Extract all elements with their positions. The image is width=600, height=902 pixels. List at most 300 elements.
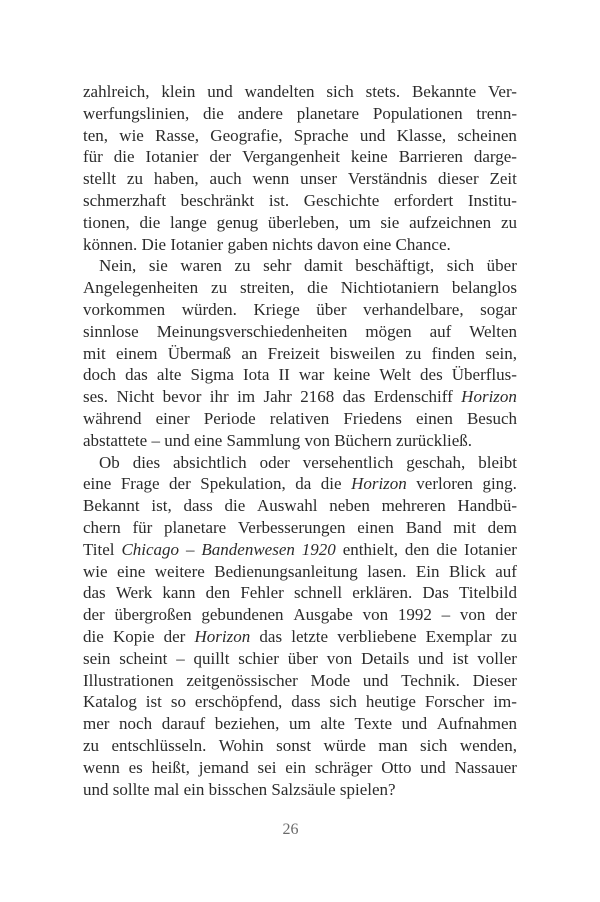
word: eine <box>83 474 112 494</box>
word: dem <box>487 517 517 537</box>
word: die <box>113 147 135 167</box>
word: Kriege <box>253 299 300 319</box>
italic-text: – <box>185 539 195 559</box>
word: davon <box>317 234 359 254</box>
word: Zeit <box>489 169 517 189</box>
word: – <box>151 430 160 450</box>
italic-text: Chicago <box>121 539 180 559</box>
text-line <box>83 735 517 757</box>
word: da <box>295 474 312 494</box>
word: die <box>203 103 224 123</box>
word: gaben <box>227 234 269 254</box>
text-block <box>83 81 517 800</box>
text-line <box>83 190 517 212</box>
word: im- <box>493 692 517 712</box>
word: bevor <box>162 387 202 407</box>
word: einen <box>357 517 395 537</box>
word: schnell <box>293 583 343 603</box>
word: gebundenen <box>201 605 284 625</box>
word: Erdenschiff <box>373 387 453 407</box>
word: scheint <box>119 648 168 668</box>
word: damit <box>303 256 343 276</box>
word: Geografie, <box>210 125 283 145</box>
word: Bedienungsanleitung <box>214 561 358 581</box>
word: schmerzhaft <box>83 190 167 210</box>
word: Band <box>405 517 442 537</box>
word: schräger <box>314 757 373 777</box>
word: ses. <box>83 387 109 407</box>
word: ging. <box>482 474 517 494</box>
word: für <box>132 517 153 537</box>
word: sogar <box>480 299 517 319</box>
word: Ein <box>415 561 440 581</box>
word: – <box>176 648 185 668</box>
word: eine <box>117 561 146 581</box>
text-line <box>83 539 517 561</box>
word: dieser <box>438 169 479 189</box>
word: beschäftigt, <box>355 256 435 276</box>
word: Nein, <box>99 256 137 276</box>
text-line <box>83 299 517 321</box>
word: der <box>83 605 105 625</box>
word: klein <box>161 82 196 101</box>
word: die <box>83 626 104 646</box>
word: sollte <box>112 779 150 799</box>
word: Wohin <box>218 735 264 755</box>
word: würden. <box>181 299 237 319</box>
word: würde <box>323 735 366 755</box>
word: Ver- <box>488 82 517 101</box>
word: Bekannt <box>83 496 140 516</box>
word: Auswahl <box>257 496 318 516</box>
word: geschah, <box>406 452 466 472</box>
word: auch <box>209 169 242 189</box>
word: genug <box>216 212 259 232</box>
word: Forscher <box>424 692 485 712</box>
text-line <box>83 146 517 168</box>
word: die <box>436 539 458 559</box>
word: entschlüsseln. <box>111 735 207 755</box>
text-line <box>83 561 517 583</box>
word: bisschen <box>208 779 268 799</box>
text-line <box>83 364 517 386</box>
text-line <box>83 517 517 539</box>
word: jemand <box>198 757 249 777</box>
word: Übermaß <box>167 343 232 363</box>
text-line <box>83 670 517 692</box>
word: beziehen, <box>214 714 280 734</box>
word: verloren <box>416 474 473 494</box>
word: über <box>316 299 347 319</box>
word: weitere <box>154 561 205 581</box>
word: einem <box>115 343 158 363</box>
word: wenn <box>83 757 120 777</box>
word: doch <box>83 365 117 385</box>
word: den <box>404 539 430 559</box>
word: lasen. <box>367 561 407 581</box>
word: wandelten <box>244 82 315 101</box>
word: zu <box>211 278 228 298</box>
word: noch <box>119 714 153 734</box>
word: Meinungsverschiedenheiten <box>156 321 348 341</box>
word: nichts <box>272 234 313 254</box>
word: die <box>307 278 328 298</box>
word: Iotanier <box>170 234 224 254</box>
word: mögen <box>365 321 412 341</box>
word: man <box>378 735 408 755</box>
word: Salzsäule <box>271 779 336 799</box>
word: Details <box>361 648 410 668</box>
word: Periode <box>203 408 256 428</box>
word: letzte <box>291 626 329 646</box>
word: verbliebene <box>337 626 417 646</box>
text-line <box>83 430 517 452</box>
word: zurückließ. <box>396 430 473 450</box>
word: Barrieren <box>398 147 463 167</box>
word: zeitgenössischer <box>186 670 298 690</box>
word: haben, <box>153 169 199 189</box>
italic-text: Horizon <box>194 626 251 646</box>
word: mit <box>83 343 106 363</box>
word: trenn- <box>476 103 517 123</box>
word: oder <box>259 452 290 472</box>
text-line <box>83 81 517 103</box>
word: zu <box>83 735 100 755</box>
word: auf <box>495 561 517 581</box>
word: waren <box>180 256 222 276</box>
word: der <box>209 147 232 167</box>
word: es <box>128 757 143 777</box>
text-line <box>83 648 517 670</box>
italic-text: Horizon <box>351 474 407 494</box>
word: lange <box>170 212 207 232</box>
word: Verständnis <box>347 169 428 189</box>
word: neben <box>329 496 370 516</box>
word: und <box>359 125 386 145</box>
word: um <box>289 714 311 734</box>
word: voller <box>477 648 517 668</box>
word: Iotanier <box>145 147 199 167</box>
word: von <box>304 430 330 450</box>
word: einer <box>155 408 190 428</box>
word: während <box>83 408 142 428</box>
word: Frage <box>120 474 160 494</box>
word: über <box>287 648 318 668</box>
word: Spekulation, <box>200 474 286 494</box>
word: einen <box>416 408 453 428</box>
word: zu <box>500 626 517 646</box>
word: Bekannte <box>411 82 477 101</box>
word: sei <box>257 757 277 777</box>
text-line <box>83 125 517 147</box>
word: Populationen <box>372 103 463 123</box>
word: ist <box>452 648 469 668</box>
word: zu <box>405 343 422 363</box>
word: Institu- <box>467 190 517 210</box>
word: und <box>164 430 190 450</box>
word: mit <box>453 517 476 537</box>
word: für <box>83 147 103 167</box>
text-line <box>83 408 517 430</box>
word: zu <box>500 212 517 232</box>
word: versehentlich <box>302 452 394 472</box>
word: sich <box>420 735 448 755</box>
word: und <box>83 779 109 799</box>
word: Werk <box>115 583 153 603</box>
word: heutige <box>365 692 416 712</box>
word: im <box>237 387 256 407</box>
word: Sigma <box>190 365 234 385</box>
text-line <box>83 386 517 408</box>
word: Blick <box>448 561 486 581</box>
word <box>201 539 294 561</box>
word: und <box>418 648 444 668</box>
word: bleibt <box>478 452 517 472</box>
word: darge- <box>473 147 517 167</box>
word: Welten <box>469 321 517 341</box>
word: Kopie <box>112 626 155 646</box>
word: Katalog <box>83 692 137 712</box>
word: unser <box>300 169 337 189</box>
word: zahlreich, <box>83 82 150 101</box>
word: Rasse, <box>155 125 200 145</box>
text-line <box>83 212 517 234</box>
word: Geschichte <box>303 190 380 210</box>
word: wie <box>83 561 108 581</box>
word <box>351 473 407 495</box>
word: erfordert <box>393 190 454 210</box>
word: ten, <box>83 125 109 145</box>
word: stellt <box>83 169 117 189</box>
word: Klasse, <box>396 125 447 145</box>
paragraph <box>83 452 517 801</box>
text-line <box>83 103 517 125</box>
word: sich <box>329 692 357 712</box>
word: kann <box>162 583 196 603</box>
text-line <box>83 321 517 343</box>
word: sonst <box>276 735 312 755</box>
italic-text: Bandenwesen <box>201 539 295 559</box>
word: über <box>486 256 517 276</box>
word: übergroßen <box>114 605 192 625</box>
word: und <box>207 82 233 101</box>
word: absichtlich <box>173 452 247 472</box>
word: Technik. <box>401 670 460 690</box>
word: dass <box>291 692 321 712</box>
word: dass <box>183 496 213 516</box>
word: planetare <box>163 517 227 537</box>
word: Dieser <box>472 670 517 690</box>
paragraph <box>83 81 517 255</box>
word: der <box>169 474 191 494</box>
word: alte <box>156 365 182 385</box>
text-line <box>83 757 517 779</box>
word: wie <box>119 125 144 145</box>
word: können. <box>83 234 138 254</box>
word: ein <box>285 757 307 777</box>
word <box>186 539 195 561</box>
word: ist <box>145 692 162 712</box>
word: eine <box>362 234 392 254</box>
text-line <box>83 343 517 365</box>
word: und <box>420 757 446 777</box>
word: Handbü- <box>457 496 517 516</box>
word: wenn <box>252 169 290 189</box>
word: mal <box>153 779 180 799</box>
word <box>302 539 336 561</box>
word: ist. <box>268 190 290 210</box>
word: sie <box>148 256 168 276</box>
word: Vergangenheit <box>242 147 340 167</box>
word: stets. <box>365 82 401 101</box>
word: Ob <box>99 452 120 472</box>
text-line <box>83 604 517 626</box>
word: werfungslinien, <box>83 103 190 123</box>
word: auf <box>429 321 452 341</box>
word: das <box>342 387 366 407</box>
text-line <box>83 255 517 277</box>
word: Texte <box>354 714 393 734</box>
text-line <box>83 779 517 801</box>
word: und <box>401 714 428 734</box>
word: an <box>241 343 258 363</box>
word: Jahr <box>263 387 292 407</box>
word: um <box>348 212 371 232</box>
word: erklären. <box>352 583 413 603</box>
text-line <box>83 691 517 713</box>
word: Exemplar <box>425 626 492 646</box>
word: – <box>441 605 451 625</box>
word: bisweilen <box>329 343 396 363</box>
word: so <box>170 692 186 712</box>
word: vorkommen <box>83 299 166 319</box>
text-line <box>83 234 517 256</box>
word: ihr <box>209 387 229 407</box>
word: Angelegenheiten <box>83 278 199 298</box>
word: beschränkt <box>180 190 255 210</box>
word: Aufnahmen <box>436 714 517 734</box>
word: aufzeichnen <box>409 212 492 232</box>
word: Das <box>422 583 449 603</box>
paragraph <box>83 255 517 451</box>
word: überleben, <box>267 212 340 232</box>
word: sich <box>326 82 354 101</box>
word: streiten, <box>239 278 295 298</box>
word: mehreren <box>381 496 446 516</box>
word: Freizeit <box>267 343 320 363</box>
text-line <box>83 582 517 604</box>
word: keine <box>350 147 388 167</box>
text-line <box>83 168 517 190</box>
word: Iota <box>242 365 270 385</box>
word: erschöpfend, <box>194 692 283 712</box>
word <box>195 626 251 648</box>
word: wenden, <box>459 735 517 755</box>
word <box>461 386 517 408</box>
word: Nassauer <box>454 757 517 777</box>
word: verhandelbare, <box>363 299 464 319</box>
word: Fehler <box>240 583 284 603</box>
word: und <box>362 670 389 690</box>
word: Iotanier <box>464 539 517 559</box>
word: Nichtiotaniern <box>340 278 439 298</box>
word: das <box>125 365 148 385</box>
word: Verbesserungen <box>237 517 346 537</box>
word: die <box>224 496 246 516</box>
page-number: 26 <box>282 821 299 838</box>
word: scheinen <box>457 125 517 145</box>
word: der <box>163 626 186 646</box>
word: Welt <box>379 365 411 385</box>
text-line <box>83 473 517 495</box>
word: ist, <box>151 496 172 516</box>
word: Besuch <box>466 408 517 428</box>
word: alte <box>320 714 345 734</box>
word: heißt, <box>151 757 190 777</box>
word: die <box>139 212 161 232</box>
word: Sprache <box>293 125 349 145</box>
word: zu <box>126 169 143 189</box>
word: belanglos <box>451 278 517 298</box>
word: spielen? <box>339 779 396 799</box>
word: Titelbild <box>459 583 517 603</box>
word: das <box>83 583 106 603</box>
text-line <box>83 452 517 474</box>
word: Nicht <box>116 387 155 407</box>
word: sehr <box>263 256 292 276</box>
word: enthielt, <box>342 539 398 559</box>
word: die <box>320 474 342 494</box>
italic-text: 1920 <box>301 539 336 559</box>
word: Überflus- <box>451 365 517 385</box>
word: von <box>362 605 389 625</box>
word: II <box>278 365 290 385</box>
word: finden <box>431 343 476 363</box>
word: schier <box>238 648 279 668</box>
word: war <box>298 365 325 385</box>
word: quillt <box>193 648 230 668</box>
word: sinnlose <box>83 321 139 341</box>
word: Büchern <box>334 430 392 450</box>
word: Chance. <box>395 234 451 254</box>
word: Die <box>141 234 167 254</box>
text-line <box>83 713 517 735</box>
word: sein <box>83 648 111 668</box>
word: abstattete <box>83 430 148 450</box>
word: Sammlung <box>226 430 301 450</box>
word: den <box>205 583 231 603</box>
word: 2168 <box>300 387 335 407</box>
text-line <box>83 495 517 517</box>
word: zu <box>234 256 251 276</box>
word: von <box>459 605 486 625</box>
word: andere <box>237 103 283 123</box>
word: relativen <box>269 408 330 428</box>
word: mer <box>83 714 110 734</box>
word: 1992 <box>397 605 432 625</box>
word: Mode <box>310 670 351 690</box>
word: Friedens <box>343 408 402 428</box>
word: ein <box>183 779 205 799</box>
word: keine <box>333 365 371 385</box>
word: das <box>259 626 283 646</box>
word: dies <box>132 452 161 472</box>
word: Otto <box>381 757 412 777</box>
word: sie <box>380 212 400 232</box>
italic-text: Horizon <box>461 387 517 407</box>
word: sein, <box>485 343 517 363</box>
word: planetare <box>296 103 360 123</box>
